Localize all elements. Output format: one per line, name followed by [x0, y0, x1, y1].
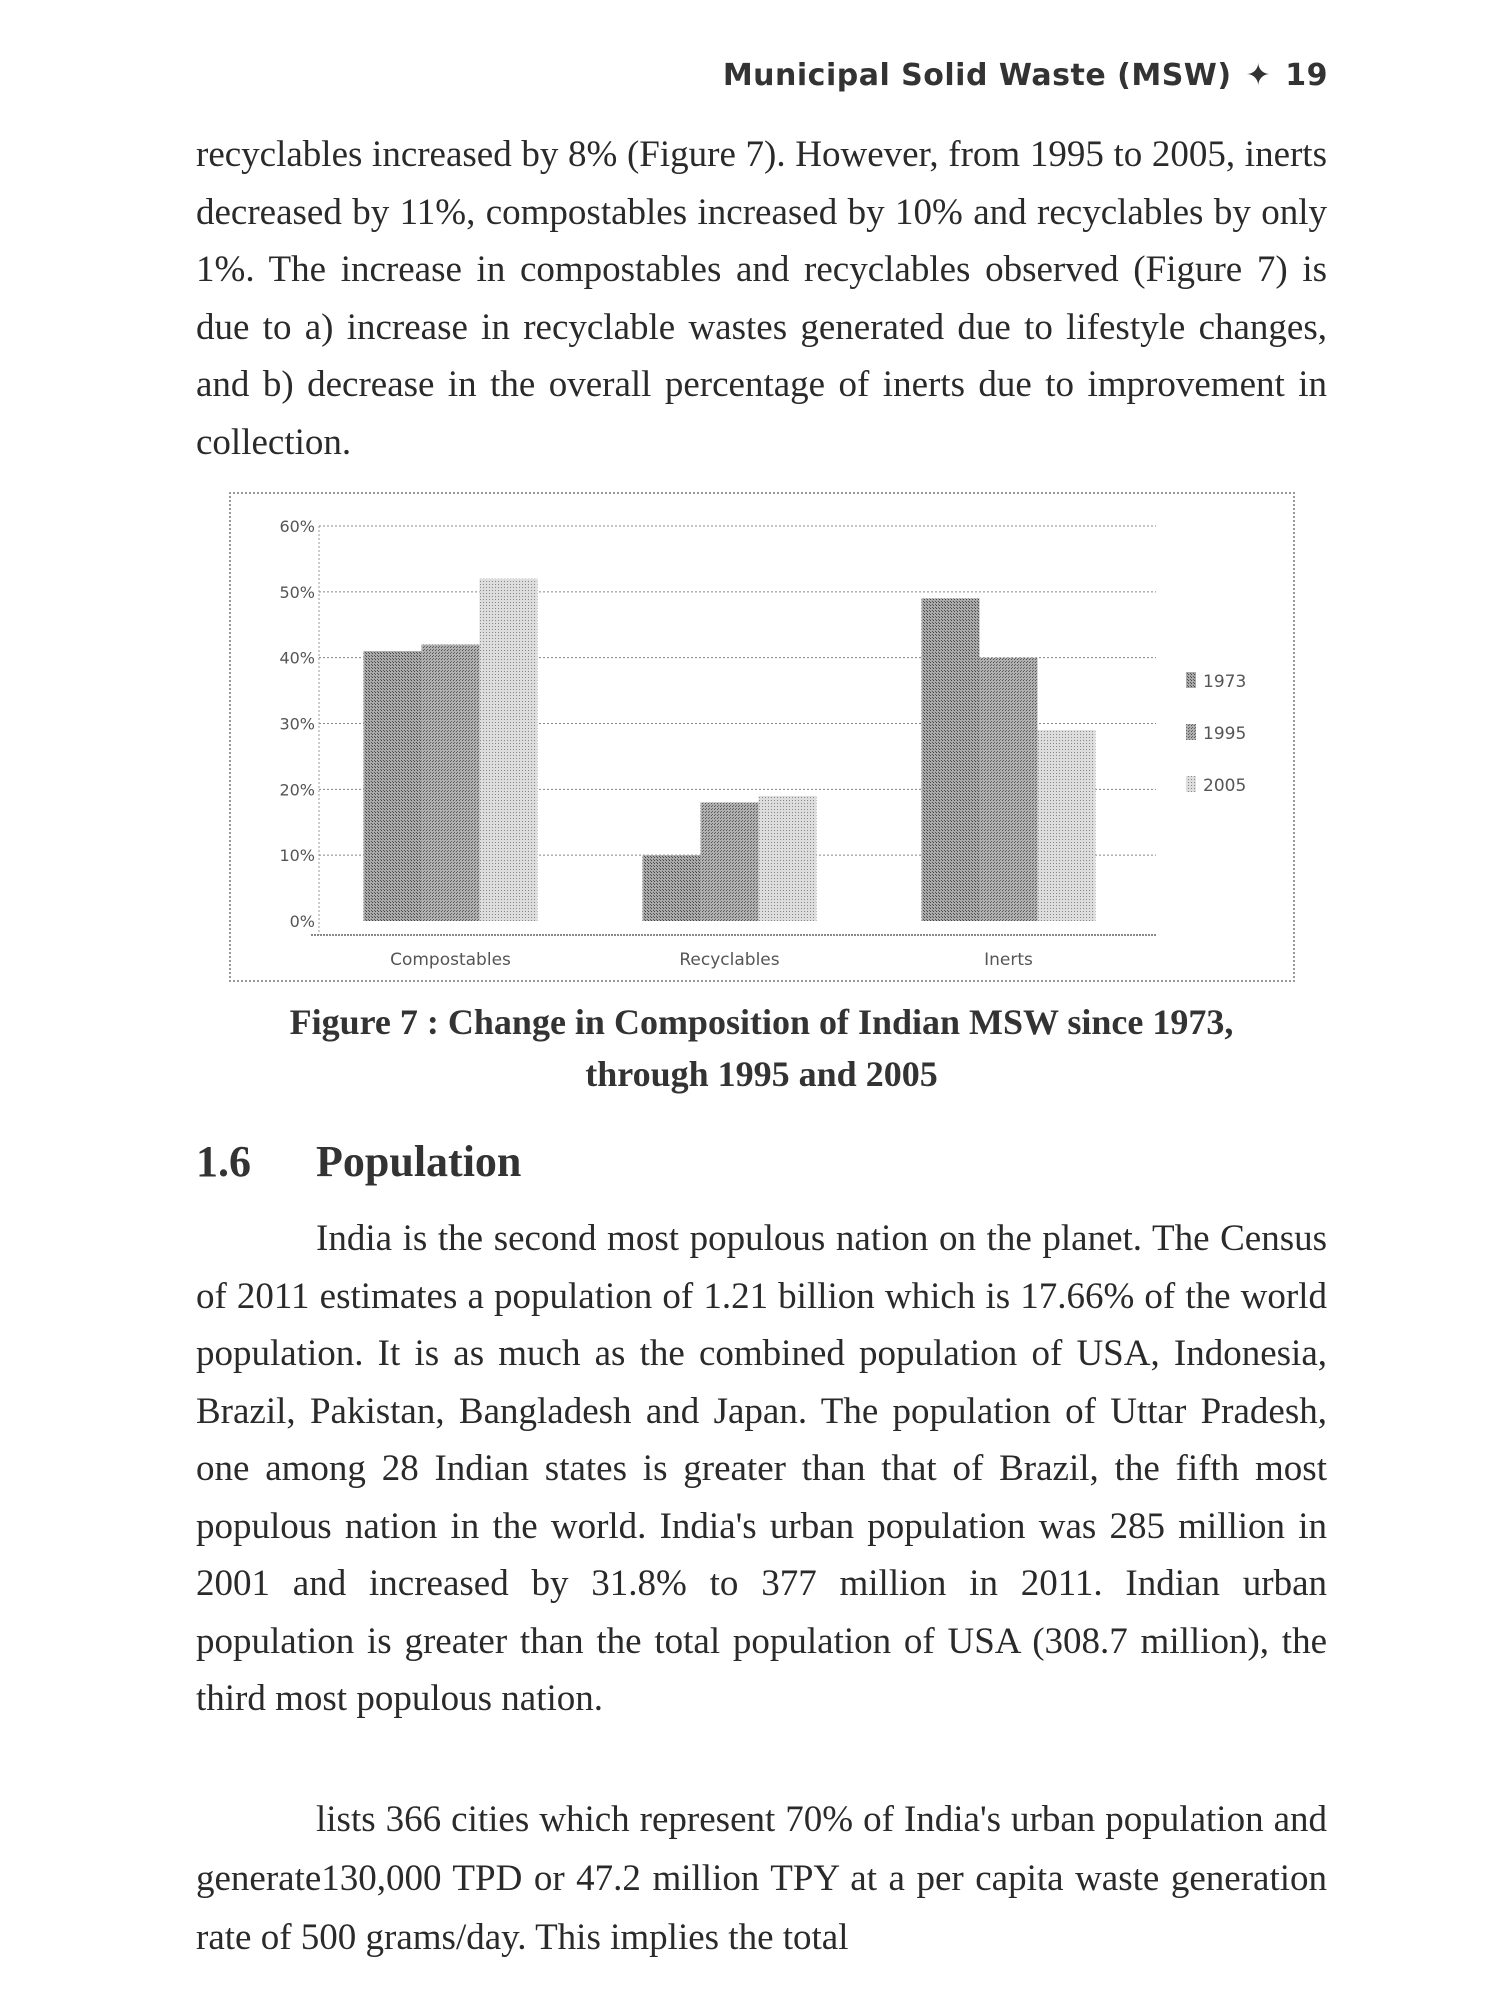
page-number: 19: [1285, 58, 1328, 93]
y-tick-label: 30%: [279, 714, 315, 734]
separator-icon: ✦: [1245, 58, 1272, 93]
bar-inerts-2005: [1038, 730, 1096, 921]
paragraph-composition: recyclables increased by 8% (Figure 7). However, from 1995 to 2005, inerts decreased by 11%, compostables increased by 10% and recyclables by only 1%. The increase in compostables and recyclables observed (Figure 7) is due to a) increase in recyclable wastes generated due to lifestyle changes, and b) decrease in the overall percentage of inerts due to improvement in collection.: [196, 134, 1327, 463]
figure-7: [229, 492, 1295, 982]
header-title: Municipal Solid Waste (MSW): [722, 58, 1232, 93]
bar-chart: [231, 494, 1293, 980]
bar-inerts-1995: [980, 658, 1038, 921]
y-tick-label: 10%: [279, 846, 315, 866]
x-tick-label: Inerts: [984, 950, 1033, 970]
bar-compostables-2005: [480, 579, 538, 921]
y-tick-label: 60%: [279, 517, 315, 536]
y-tick-label: 0%: [289, 912, 315, 931]
bar-recyclables-1973: [643, 855, 701, 921]
legend-swatch-2005: [1186, 776, 1196, 792]
bar-recyclables-2005: [759, 796, 817, 921]
legend-label-2005: 2005: [1203, 776, 1247, 796]
legend-label-1995: 1995: [1203, 724, 1247, 744]
bar-inerts-1973: [922, 598, 980, 921]
caption-line-1: Figure 7 : Change in Composition of Indian MSW since 1973,: [289, 1002, 1234, 1042]
section-number: 1.6: [196, 1137, 251, 1186]
y-tick-label: 40%: [279, 648, 315, 668]
section-title: Population: [316, 1137, 522, 1186]
figure-caption: [196, 996, 1327, 1100]
section-heading: [196, 1136, 521, 1187]
legend-swatch-1995: [1186, 724, 1196, 740]
legend-swatch-1973: [1186, 672, 1196, 688]
running-header: [723, 58, 1328, 93]
paragraph-cities: lists 366 cities which represent 70% of India's urban population and generate130,000 TPD or 47.2 million TPY at a per capita waste generation rate of 500 grams/day. This implies the total: [196, 1799, 1327, 1958]
bar-compostables-1995: [422, 645, 480, 922]
legend-label-1973: 1973: [1203, 672, 1247, 692]
x-tick-label: Compostables: [390, 950, 511, 970]
y-tick-label: 20%: [279, 780, 315, 800]
caption-line-2: through 1995 and 2005: [585, 1054, 938, 1094]
bar-recyclables-1995: [701, 803, 759, 922]
paragraph-population: India is the second most populous nation on the planet. The Census of 2011 estimates a population of 1.21 billion which is 17.66% of the world population. It is as much as the combined population of USA, Indonesia, Brazil, Pakistan, Bangladesh and Japan. The population of Uttar Pradesh, one among 28 Indian states is greater than that of Brazil, the fifth most populous nation in the world. India's urban population was 285 million in 2001 and increased by 31.8% to 377 million in 2011. Indian urban population is greater than the total population of USA (308.7 million), the third most populous nation.: [196, 1218, 1327, 1719]
y-tick-label: 50%: [279, 582, 315, 602]
x-tick-label: Recyclables: [679, 950, 780, 970]
bar-compostables-1973: [364, 651, 422, 921]
